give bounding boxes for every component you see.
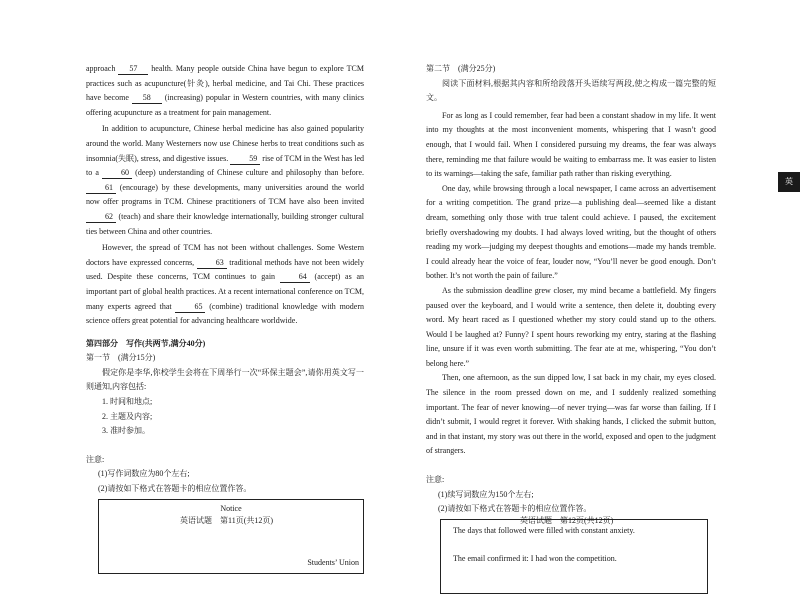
blank-59: 59 [230,154,260,165]
section1-title: 第一节 (满分15分) [86,353,156,363]
note-2: (2)请按如下格式在答题卡的相应位置作答。 [98,484,252,494]
story-paragraph-3: As the submission deadline grew closer, my mind became a battlefield. My fingers paused over the keyboard, and I would write a sentence, then delete it, doubting every word. My heart raced as I questioned whether my story could stand up to the others. Would I be laughed at? Funny? I spent hours reworking my entry, staring at the flashing line, unsure if it was even worth submitting. The fear ate at me, whispering, “You don’t belong here.” [426,285,716,368]
text-run: However, the spread of TCM has not been without challenges. Some Western doctors have expressed concerns, [86,243,364,267]
continuation-opening-1: The days that followed were filled with constant anxiety. [453,525,635,535]
story-paragraph-1: For as long as I could remember, fear had been a constant shadow in my life. It went into my thoughts at the most inconvenient moments, whispering that I wasn’t good enough, that I would fail. When I considered pursuing my dreams, the fear was always there, reminding me that failure would be waiting to embarrass me. It was easier to listen to its warnings—taking the safe, familiar path rather than risking everything. [426,110,716,179]
note-label: 注意: [426,475,445,485]
passage-paragraph-3 [86,241,364,329]
section2-title: 第二节 (满分25分) [426,64,496,73]
passage-paragraph-1 [86,62,364,120]
text-run: (deep) understanding of Chinese culture and philosophy than before. [132,168,364,178]
notice-title: Notice [220,503,242,513]
answer-format-box [98,499,364,574]
continuation-opening-2: The email confirmed it: I had won the competition. [453,553,617,563]
blank-57: 57 [118,64,148,75]
subject-tab: 英 [778,172,800,192]
note-label: 注意: [86,454,105,464]
blank-61: 61 [86,183,116,194]
text-run: (combine) traditional knowledge with modern science offers great potential for advancing healthcare worldwide. [86,301,365,326]
continuation-format-box [440,519,708,594]
note-1: (1)续写词数应为150个左右; [438,489,534,499]
story-paragraph-4: Then, one afternoon, as the sun dipped low, I sat back in my chair, my eyes closed. The silence in the room pressed down on me, and I suddenly realized something important. The fear of never knowing—of never trying—was far worse than failing. If I didn’t submit, I would regret it forever. With shaking hands, I clicked the submit button, and in that instant, my story was out there in the world, exposed and open to the judgment of strangers. [426,373,716,456]
page-footer-right: 英语试题 第12页(共12页) [520,516,614,525]
text-run: health. Many people outside China have begun to explore TCM practices such as acupuncture(针灸), herbal medicine, and Tai Chi. These practices have become [86,64,364,103]
text-run: (teach) and share their knowledge internationally, building stronger cultural ties between China and other countries. [86,211,364,236]
blank-60: 60 [102,168,132,179]
notice-signature: Students’ Union [307,558,359,568]
passage-paragraph-2 [86,122,364,239]
text-run: (increasing) popular in Western countries, with many clinics offering acupuncture as a treatment for pain management. [86,93,364,117]
prompt-item-2: 2. 主题及内容; [102,411,153,421]
note-1: (1)写作词数应为80个左右; [98,469,190,479]
blank-62: 62 [86,212,116,223]
blank-63: 63 [197,258,227,269]
blank-65: 65 [175,302,205,313]
note-2: (2)请按如下格式在答题卡的相应位置作答。 [438,504,592,514]
text-run: approach [86,64,119,73]
page-footer-left: 英语试题 第11页(共12页) [180,516,274,525]
text-run: In addition to acupuncture, Chinese herbal medicine has also gained popularity around the world. Many Westerners now use Chinese herbs to treat conditions such as insomnia(失眠), stress, and digestive issues. [86,124,364,163]
part4-title: 第四部分 写作(共两节,满分40分) [86,338,206,348]
prompt-item-3: 3. 准时参加。 [102,426,150,436]
blank-64: 64 [280,272,310,283]
text-run: (encourage) by these developments, many universities around the world now offer programs in TCM. Chinese practitioners of TCM have also been invited [86,182,364,207]
blank-58: 58 [132,93,162,104]
text-run: rise of TCM in the West has led to a [86,153,364,178]
prompt-item-1: 1. 时间和地点; [102,397,153,407]
section2-instruction: 阅读下面材料,根据其内容和所给段落开头语续写两段,使之构成一篇完整的短文。 [426,78,716,103]
text-run: traditional methods have not been widely used. Despite these concerns, TCM continues to gain [86,257,365,282]
text-run: (accept) as an important part of global health practices. At a recent international conference on TCM, many experts agreed that [86,272,365,311]
section1-prompt: 假定你是李华,你校学生会将在下周举行一次“环保主题会”,请你用英文写一则通知,内容包括: [86,367,364,392]
story-paragraph-2: One day, while browsing through a local newspaper, I came across an advertisement for a writing competition. The grand prize—a publishing deal—seemed like a distant dream, something only those with true talent could achieve. I paused, the excitement briefly overshadowing my doubts. I had always loved writing, but the thought of others reading my work—judging my deepest thoughts and emotions—made my hands tremble. I could already hear the voice of fear, louder now, “You’ll never be good enough. Don’t bother. It’s not worth the pain of failure.” [426,183,716,281]
left-column [86,62,364,574]
